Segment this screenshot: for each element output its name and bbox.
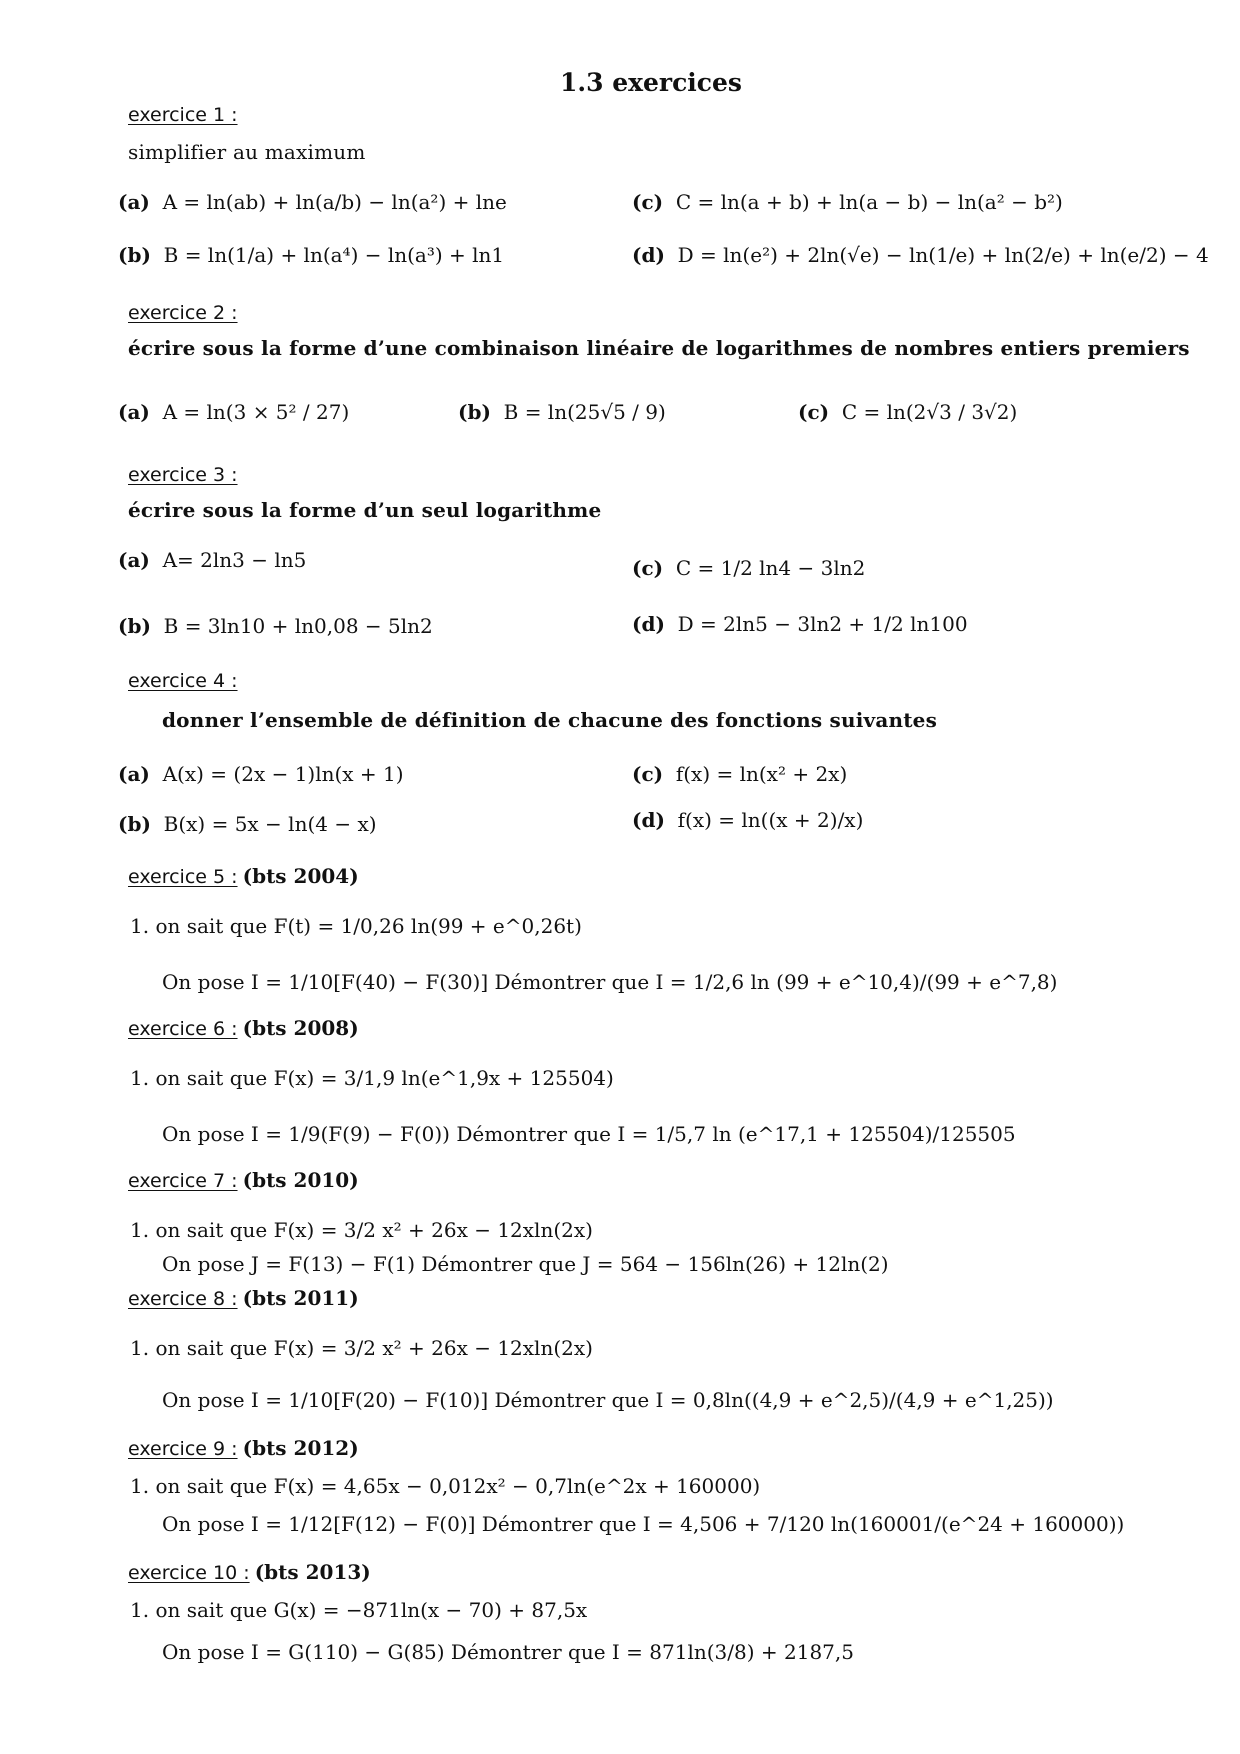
exercise-item: [118, 190, 507, 214]
exercise-line: 1. on sait que G(x) = −871ln(x − 70) + 87,5x: [130, 1598, 588, 1622]
exercise-item: [458, 400, 666, 424]
exercise-header-row: [128, 864, 359, 888]
item-label: (b): [118, 243, 151, 267]
exercise-source: (bts 2004): [242, 864, 359, 888]
item-label: (c): [632, 762, 664, 786]
exercise-item: [632, 556, 865, 580]
exercise-instruction: simplifier au maximum: [128, 140, 366, 164]
exercise-heading: exercice 1 :: [128, 104, 238, 126]
exercise-heading: exercice 10 :: [128, 1562, 250, 1584]
exercise-item: [118, 548, 306, 572]
exercise-heading: exercice 3 :: [128, 464, 238, 486]
exercise-item: [798, 400, 1017, 424]
exercise-heading: exercice 6 :: [128, 1018, 238, 1040]
item-expression: D = 2ln5 − 3ln2 + 1/2 ln100: [677, 612, 968, 636]
exercise-instruction: donner l’ensemble de définition de chacune des fonctions suivantes: [162, 708, 938, 732]
item-label: (b): [118, 812, 151, 836]
exercise-item: [118, 614, 433, 638]
exercise-item: [632, 190, 1063, 214]
exercise-line: 1. on sait que F(x) = 3/2 x² + 26x − 12xln(2x): [130, 1218, 593, 1242]
exercise-heading: exercice 2 :: [128, 302, 238, 324]
exercise-source: (bts 2008): [242, 1016, 359, 1040]
exercise-source: (bts 2011): [242, 1286, 359, 1310]
item-label: (c): [632, 190, 664, 214]
exercise-item: [118, 812, 377, 836]
exercise-line: On pose I = 1/12[F(12) − F(0)] Démontrer que I = 4,506 + 7/120 ln(160001/(e^24 + 160000)): [162, 1512, 1125, 1536]
exercise-line: 1. on sait que F(x) = 3/1,9 ln(e^1,9x + 125504): [130, 1066, 614, 1090]
exercise-source: (bts 2013): [254, 1560, 371, 1584]
item-label: (b): [458, 400, 491, 424]
exercise-header-row: [128, 1560, 371, 1584]
item-label: (d): [632, 808, 665, 832]
item-expression: C = ln(a + b) + ln(a − b) − ln(a² − b²): [675, 190, 1063, 214]
exercise-header-row: [128, 1436, 359, 1460]
exercise-instruction: écrire sous la forme d’une combinaison linéaire de logarithmes de nombres entiers premiers: [128, 336, 1190, 360]
exercise-source: (bts 2012): [242, 1436, 359, 1460]
exercise-heading: exercice 8 :: [128, 1288, 238, 1310]
exercise-header-row: [128, 1016, 359, 1040]
item-label: (b): [118, 614, 151, 638]
item-expression: A= 2ln3 − ln5: [162, 548, 307, 572]
item-label: (a): [118, 190, 150, 214]
exercise-heading: exercice 5 :: [128, 866, 238, 888]
exercise-item: [632, 612, 968, 636]
exercise-line: On pose J = F(13) − F(1) Démontrer que J = 564 − 156ln(26) + 12ln(2): [162, 1252, 889, 1276]
exercise-line: On pose I = 1/9(F(9) − F(0)) Démontrer que I = 1/5,7 ln (e^17,1 + 125504)/125505: [162, 1122, 1016, 1146]
exercise-line: 1. on sait que F(x) = 4,65x − 0,012x² − 0,7ln(e^2x + 160000): [130, 1474, 761, 1498]
exercise-heading: exercice 7 :: [128, 1170, 238, 1192]
item-label: (d): [632, 243, 665, 267]
exercise-line: 1. on sait que F(t) = 1/0,26 ln(99 + e^0,26t): [130, 914, 582, 938]
exercise-item: [118, 243, 504, 267]
item-expression: A = ln(3 × 5² / 27): [162, 400, 350, 424]
exercise-instruction: écrire sous la forme d’un seul logarithme: [128, 498, 602, 522]
item-label: (c): [798, 400, 830, 424]
item-expression: B = ln(25√5 / 9): [503, 400, 666, 424]
item-label: (d): [632, 612, 665, 636]
exercise-line: On pose I = 1/10[F(40) − F(30)] Démontrer que I = 1/2,6 ln (99 + e^10,4)/(99 + e^7,8): [162, 970, 1058, 994]
exercise-item: [118, 762, 404, 786]
exercise-item: [118, 400, 349, 424]
exercise-header-row: [128, 1286, 359, 1310]
exercise-heading: exercice 9 :: [128, 1438, 238, 1460]
item-label: (a): [118, 400, 150, 424]
item-expression: C = ln(2√3 / 3√2): [841, 400, 1018, 424]
item-expression: f(x) = ln((x + 2)/x): [677, 808, 864, 832]
item-label: (a): [118, 762, 150, 786]
item-expression: f(x) = ln(x² + 2x): [675, 762, 848, 786]
item-expression: D = ln(e²) + 2ln(√e) − ln(1/e) + ln(2/e) + ln(e/2) − 4: [677, 243, 1209, 267]
item-label: (a): [118, 548, 150, 572]
page-title: 1.3 exercices: [560, 68, 743, 97]
exercise-header-row: [128, 1168, 359, 1192]
exercise-item: [632, 808, 863, 832]
item-expression: C = 1/2 ln4 − 3ln2: [675, 556, 866, 580]
item-expression: B(x) = 5x − ln(4 − x): [163, 812, 377, 836]
item-expression: B = ln(1/a) + ln(a⁴) − ln(a³) + ln1: [163, 243, 505, 267]
item-expression: A = ln(ab) + ln(a/b) − ln(a²) + lne: [162, 190, 507, 214]
item-label: (c): [632, 556, 664, 580]
exercise-source: (bts 2010): [242, 1168, 359, 1192]
exercise-item: [632, 762, 847, 786]
exercise-line: On pose I = 1/10[F(20) − F(10)] Démontrer que I = 0,8ln((4,9 + e^2,5)/(4,9 + e^1,25)): [162, 1388, 1054, 1412]
item-expression: B = 3ln10 + ln0,08 − 5ln2: [163, 614, 433, 638]
exercise-line: On pose I = G(110) − G(85) Démontrer que I = 871ln(3/8) + 2187,5: [162, 1640, 854, 1664]
item-expression: A(x) = (2x − 1)ln(x + 1): [162, 762, 404, 786]
exercise-line: 1. on sait que F(x) = 3/2 x² + 26x − 12xln(2x): [130, 1336, 593, 1360]
exercise-item: [632, 243, 1209, 267]
exercise-heading: exercice 4 :: [128, 670, 238, 692]
